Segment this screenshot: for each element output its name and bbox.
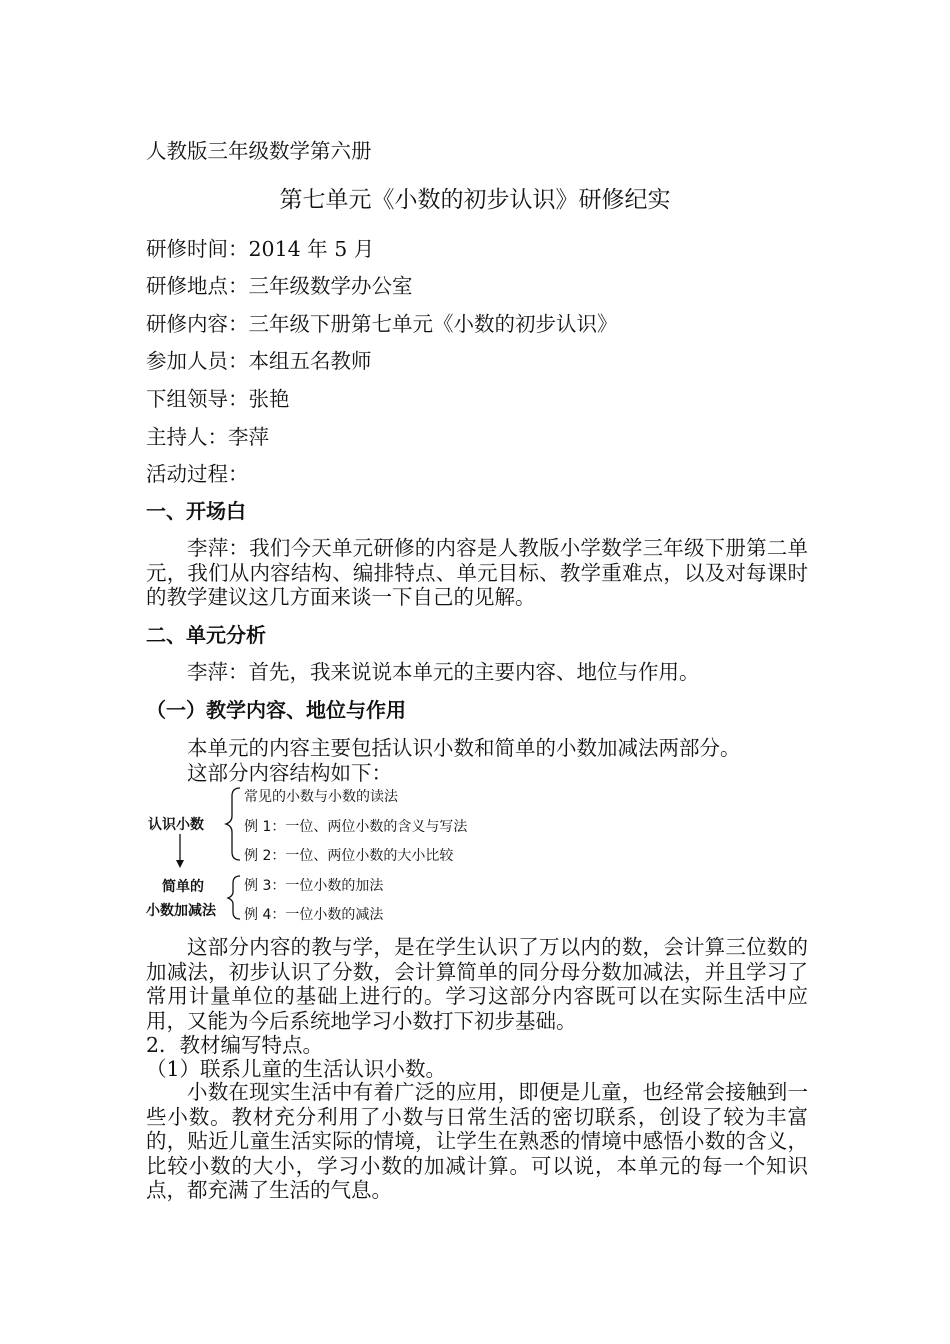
sub-heading-content: （一）教学内容、地位与作用: [146, 698, 406, 722]
diagram-group1-item: 例 1：一位、两位小数的含义与写法: [244, 819, 468, 835]
diagram-group2-label: 简单的: [162, 879, 204, 895]
info-process: 活动过程：: [146, 462, 249, 486]
arrow-head-icon: [176, 860, 184, 868]
section-heading-analysis: 二、单元分析: [146, 623, 266, 647]
diagram-group2-label: 小数加减法: [146, 903, 216, 919]
info-location: 研修地点：三年级数学办公室: [146, 274, 413, 298]
diagram-group2-item: 例 3：一位小数的加法: [244, 878, 384, 894]
point-2-1: （1）联系儿童的生活认识小数。: [146, 1057, 447, 1081]
analysis-intro: 李萍：首先，我来说说本单元的主要内容、地位与作用。: [187, 660, 700, 684]
diagram-group1-item: 常见的小数与小数的读法: [244, 789, 398, 805]
content-line-2: 这部分内容结构如下：: [187, 761, 392, 785]
diagram-group1-item: 例 2：一位、两位小数的大小比较: [244, 848, 454, 864]
feature-paragraph: 小数在现实生活中有着广泛的应用，即便是儿童，也经常会接触到一些小数。教材充分利用了小数与日常生活的密切联系，创设了较为丰富的，贴近儿童生活实际的情境，让学生在熟悉的情境中感悟小数的含义，比较小数的大小，学习小数的加减计算。可以说，本单元的每一个知识点，都充满了生活的气息。: [146, 1080, 808, 1202]
diagram-group1-label: 认识小数: [148, 817, 204, 833]
content-line-1: 本单元的内容主要包括认识小数和简单的小数加减法两部分。: [187, 736, 741, 760]
structure-diagram: [140, 782, 520, 926]
info-host: 主持人：李萍: [146, 425, 269, 449]
content-paragraph: 这部分内容的教与学，是在学生认识了万以内的数，会计算三位数的加减法，初步认识了分数，会计算简单的同分母分数加减法，并且学习了常用计量单位的基础上进行的。学习这部分内容既可以在实际生活中应用，又能为今后系统地学习小数打下初步基础。: [146, 935, 808, 1033]
info-time: 研修时间：2014 年 5 月: [146, 237, 375, 261]
point-2: 2．教材编写特点。: [146, 1033, 324, 1057]
opening-paragraph: 李萍：我们今天单元研修的内容是人教版小学数学三年级下册第二单元，我们从内容结构、编排特点、单元目标、教学重难点，以及对每课时的教学建议这几方面来谈一下自己的见解。: [146, 536, 808, 609]
document-title: 第七单元《小数的初步认识》研修纪实: [279, 187, 671, 213]
info-content: 研修内容：三年级下册第七单元《小数的初步认识》: [146, 312, 618, 336]
section-heading-opening: 一、开场白: [146, 499, 246, 523]
diagram-group2-item: 例 4：一位小数的减法: [244, 907, 384, 923]
info-leader: 下组领导：张艳: [146, 387, 290, 411]
brace-group2: [228, 876, 240, 919]
info-participants: 参加人员：本组五名教师: [146, 349, 372, 373]
document-subtitle: 人教版三年级数学第六册: [146, 139, 372, 163]
brace-group1: [226, 788, 240, 860]
